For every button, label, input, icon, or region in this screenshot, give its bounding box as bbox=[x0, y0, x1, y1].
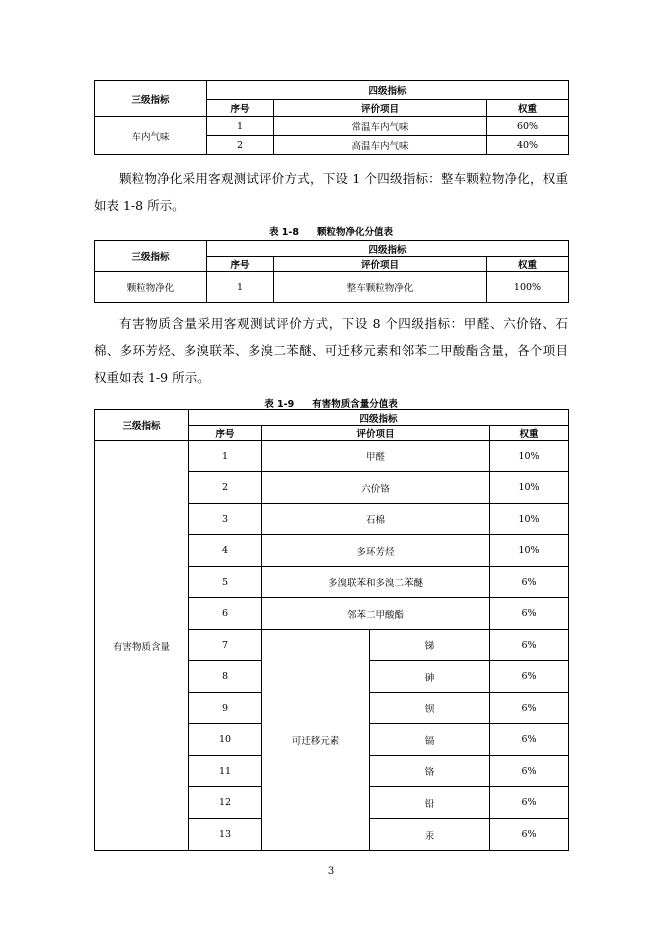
header-item: 评价项目 bbox=[274, 100, 487, 117]
paragraph-particulate: 颗粒物净化采用客观测试评价方式，下设 1 个四级指标：整车颗粒物净化，权重如表 1-8 所示。 bbox=[94, 171, 568, 213]
cell-item: 邻苯二甲酸酯 bbox=[262, 598, 490, 630]
cell-no: 12 bbox=[189, 787, 262, 819]
cell-weight: 6% bbox=[490, 724, 569, 756]
category-cell: 颗粒物净化 bbox=[95, 272, 207, 303]
cell-weight: 6% bbox=[490, 567, 569, 598]
cell-item: 钡 bbox=[370, 693, 490, 724]
cell-weight: 60% bbox=[487, 117, 569, 136]
cell-no: 1 bbox=[207, 272, 274, 303]
cell-item: 铅 bbox=[370, 787, 490, 819]
cell-item: 砷 bbox=[370, 661, 490, 693]
cell-item: 甲醛 bbox=[262, 441, 490, 472]
cell-no: 13 bbox=[189, 819, 262, 851]
header-weight: 权重 bbox=[487, 100, 569, 117]
harmful-substance-table bbox=[94, 409, 569, 851]
cell-weight: 10% bbox=[490, 504, 569, 535]
page-number: 3 bbox=[327, 866, 335, 877]
cell-item: 整车颗粒物净化 bbox=[274, 272, 487, 303]
header-item: 评价项目 bbox=[274, 257, 487, 272]
cell-item: 汞 bbox=[370, 819, 490, 851]
cell-weight: 10% bbox=[490, 441, 569, 472]
header-level4: 四级指标 bbox=[189, 410, 569, 426]
caption-title: 颗粒物净化分值表 bbox=[316, 227, 393, 238]
cell-no: 7 bbox=[189, 630, 262, 661]
cell-no: 1 bbox=[189, 441, 262, 472]
cell-item: 多溴联苯和多溴二苯醚 bbox=[262, 567, 490, 598]
cell-weight: 40% bbox=[487, 136, 569, 155]
cell-item: 多环芳烃 bbox=[262, 535, 490, 567]
cell-item: 石棉 bbox=[262, 504, 490, 535]
cell-weight: 6% bbox=[490, 661, 569, 693]
header-level3: 三级指标 bbox=[95, 81, 207, 117]
cell-no: 2 bbox=[189, 472, 262, 504]
caption-number: 表 1-8 bbox=[269, 227, 299, 238]
cell-weight: 100% bbox=[487, 272, 569, 303]
cell-no: 5 bbox=[189, 567, 262, 598]
cell-item: 常温车内气味 bbox=[274, 117, 487, 136]
table-row bbox=[95, 117, 569, 136]
cell-no: 10 bbox=[189, 724, 262, 756]
cell-item: 六价铬 bbox=[262, 472, 490, 504]
header-level3: 三级指标 bbox=[95, 241, 207, 272]
cell-item: 铬 bbox=[370, 756, 490, 787]
cell-no: 11 bbox=[189, 756, 262, 787]
header-no: 序号 bbox=[189, 426, 262, 441]
cell-no: 8 bbox=[189, 661, 262, 693]
cell-no: 2 bbox=[207, 136, 274, 155]
table-row bbox=[95, 441, 569, 472]
header-no: 序号 bbox=[207, 257, 274, 272]
header-level3: 三级指标 bbox=[95, 410, 189, 441]
caption-title: 有害物质含量分值表 bbox=[312, 399, 398, 410]
odor-table bbox=[94, 80, 569, 155]
cell-no: 6 bbox=[189, 598, 262, 630]
category-cell: 有害物质含量 bbox=[95, 441, 189, 851]
caption-number: 表 1-9 bbox=[264, 399, 295, 410]
header-level4: 四级指标 bbox=[207, 241, 569, 257]
cell-weight: 6% bbox=[490, 787, 569, 819]
header-weight: 权重 bbox=[487, 257, 569, 272]
category-cell: 车内气味 bbox=[95, 117, 207, 155]
header-item: 评价项目 bbox=[262, 426, 490, 441]
header-level4: 四级指标 bbox=[207, 81, 569, 100]
cell-no: 4 bbox=[189, 535, 262, 567]
particulate-table bbox=[94, 240, 569, 303]
header-weight: 权重 bbox=[490, 426, 569, 441]
header-no: 序号 bbox=[207, 100, 274, 117]
cell-item: 锑 bbox=[370, 630, 490, 661]
table-row bbox=[95, 272, 569, 303]
cell-no: 3 bbox=[189, 504, 262, 535]
paragraph-harmful: 有害物质含量采用客观测试评价方式，下设 8 个四级指标：甲醛、六价铬、石棉、多环芳烃、多溴联苯、多溴二苯醚、可迁移元素和邻苯二甲酸酯含量，各个项目权重如表 1-9 所示。 bbox=[94, 316, 568, 385]
cell-item: 镉 bbox=[370, 724, 490, 756]
cell-weight: 6% bbox=[490, 598, 569, 630]
cell-weight: 6% bbox=[490, 756, 569, 787]
cell-weight: 10% bbox=[490, 535, 569, 567]
group-label-cell: 可迁移元素 bbox=[262, 630, 370, 851]
cell-no: 1 bbox=[207, 117, 274, 136]
cell-weight: 10% bbox=[490, 472, 569, 504]
cell-no: 9 bbox=[189, 693, 262, 724]
cell-weight: 6% bbox=[490, 819, 569, 851]
cell-item: 高温车内气味 bbox=[274, 136, 487, 155]
table-caption-1-8 bbox=[94, 224, 568, 238]
cell-weight: 6% bbox=[490, 693, 569, 724]
table-caption-1-9 bbox=[94, 396, 568, 410]
cell-weight: 6% bbox=[490, 630, 569, 661]
